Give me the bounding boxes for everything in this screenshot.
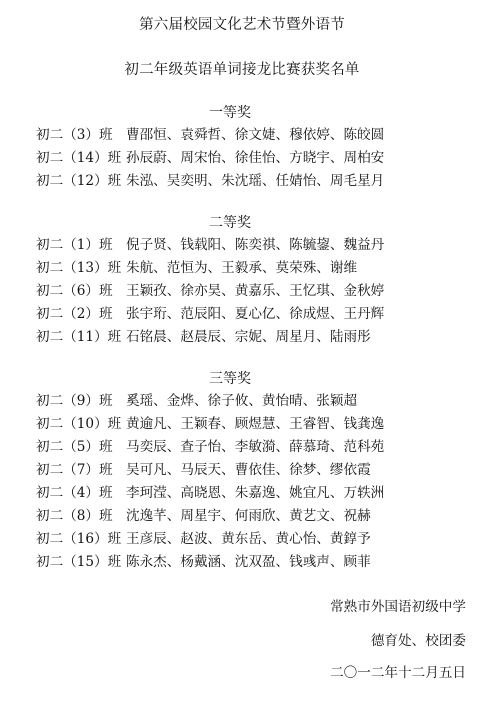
winner-names: 陈永杰、杨戴涵、沈双盈、钱彧声、顾菲 (126, 554, 371, 570)
class-label: 初二（8）班 (36, 508, 113, 524)
class-label: 初二（1）班 (36, 237, 113, 253)
signature-school: 常熟市外国语初级中学 (330, 599, 466, 615)
winner-names: 马奕辰、查子怡、李敏漪、薛慕琦、范科苑 (126, 439, 385, 455)
award-row (36, 124, 384, 146)
winner-names: 李珂滢、高晓恩、朱嘉逸、姚宜凡、万轶洲 (126, 485, 385, 501)
award-row (36, 234, 384, 256)
award-row (36, 413, 384, 435)
award-row (36, 505, 371, 527)
award-row (36, 303, 384, 325)
class-label: 初二（13）班 (36, 260, 122, 276)
winner-names: 王颖孜、徐亦昊、黄嘉乐、王忆琪、金秋婷 (126, 283, 385, 299)
winner-names: 曹邵恒、袁舜哲、徐文婕、穆依婷、陈皎圆 (126, 127, 385, 143)
class-label: 初二（15）班 (36, 554, 122, 570)
award-row (36, 436, 384, 458)
award-row (36, 280, 384, 302)
document-title: 第六届校园文化艺术节暨外语节 (139, 17, 345, 33)
class-label: 初二（10）班 (36, 416, 122, 432)
class-label: 初二（9）班 (36, 393, 113, 409)
award-row (36, 257, 357, 279)
signature-office: 德育处、校团委 (370, 633, 466, 649)
winner-names: 吴可凡、马辰天、曹依佳、徐梦、缪依霞 (126, 462, 371, 478)
winner-names: 倪子贤、钱载阳、陈奕祺、陈毓鋆、魏益丹 (126, 237, 385, 253)
award-row (36, 551, 371, 573)
winner-names: 朱航、范恒为、王毅承、莫荣殊、谢维 (126, 260, 358, 276)
class-label: 初二（14）班 (36, 150, 122, 166)
award-row (36, 459, 371, 481)
document-subtitle: 初二年级英语单词接龙比赛获奖名单 (124, 62, 360, 78)
class-label: 初二（16）班 (36, 531, 122, 547)
winner-names: 孙辰蔚、周宋怡、徐佳怡、方晓宇、周柏安 (126, 150, 385, 166)
winner-names: 王彦辰、赵波、黄东岳、黄心怡、黄錞予 (126, 531, 371, 547)
winner-names: 朱泓、吴奕明、朱沈瑶、任婧怡、周毛星月 (126, 173, 385, 189)
signature-date: 二〇一二年十二月五日 (330, 665, 466, 681)
award-row (36, 147, 384, 169)
class-label: 初二（7）班 (36, 462, 113, 478)
class-label: 初二（6）班 (36, 283, 113, 299)
first-prize-heading: 一等奖 (209, 105, 251, 121)
class-label: 初二（3）班 (36, 127, 113, 143)
award-row (36, 390, 357, 412)
award-row (36, 482, 384, 504)
winner-names: 石铭晨、赵晨辰、宗妮、周星月、陆雨彤 (126, 329, 371, 345)
second-prize-heading: 二等奖 (209, 215, 251, 231)
winner-names: 沈逸芊、周星宇、何雨欣、黄艺文、祝赫 (126, 508, 371, 524)
award-row (36, 528, 371, 550)
class-label: 初二（5）班 (36, 439, 113, 455)
class-label: 初二（11）班 (36, 329, 122, 345)
class-label: 初二（4）班 (36, 485, 113, 501)
award-row (36, 170, 384, 192)
winner-names: 奚瑶、金烨、徐子攸、黄怡晴、张颖超 (126, 393, 358, 409)
class-label: 初二（2）班 (36, 306, 113, 322)
winner-names: 黄逾凡、王颖春、顾煜慧、王睿智、钱龚逸 (126, 416, 385, 432)
award-row (36, 326, 371, 348)
winner-names: 张宇珩、范辰阳、夏心亿、徐成煜、王丹辉 (126, 306, 385, 322)
third-prize-heading: 三等奖 (209, 371, 251, 387)
class-label: 初二（12）班 (36, 173, 122, 189)
